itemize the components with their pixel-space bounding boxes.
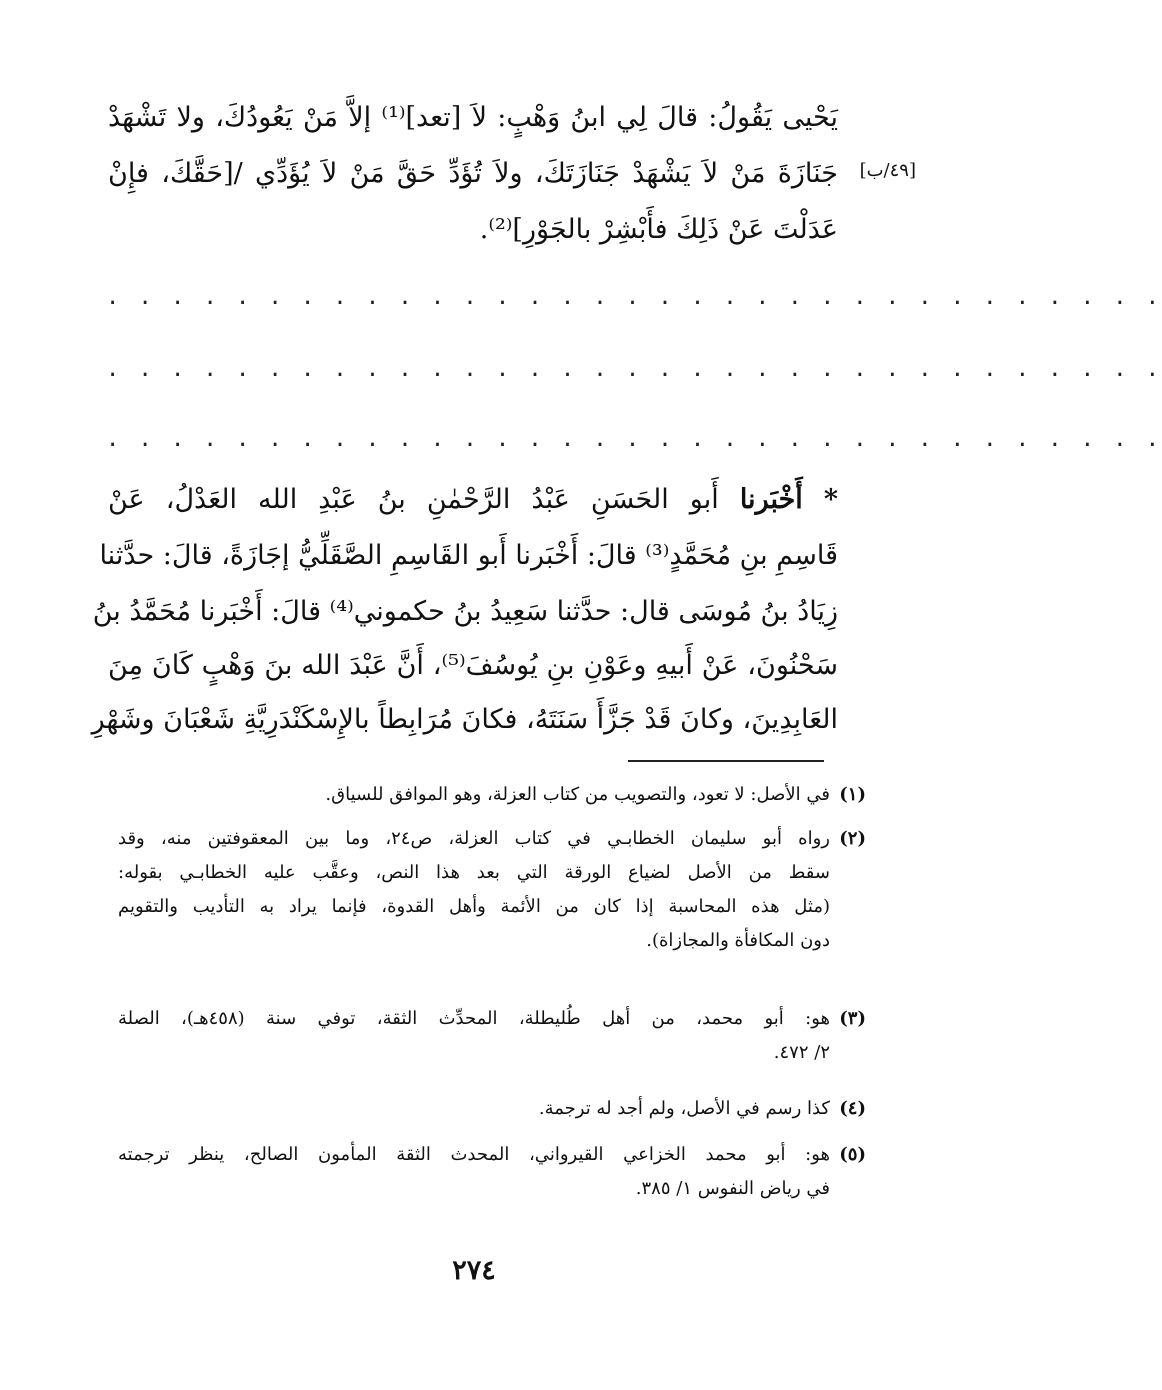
footnote-line: في الأصل: لا تعود، والتصويب من كتاب العزلة، وهو الموافق للسياق. [325,784,830,805]
footnote-number: (١) [839,784,866,805]
footnote-number: (٢) [839,828,866,849]
footnote-number: (٣) [839,1008,866,1029]
footnote-4 [118,1092,866,1126]
footnote-line: رواه أبو سليمان الخطابـي في كتاب العزلة، ص٢٤، وما بين المعقوفتين منه، وقد [118,828,830,849]
footnote-line: ٢/ ٤٧٢. [773,1042,830,1063]
footnote-line: في رياض النفوس ١/ ٣٨٥. [635,1178,830,1199]
lacuna-dotted-line: . . . . . . . . . . . . . . . . . . . . . . . . . . . . . . . . . [106,357,1162,382]
footnote-2 [118,822,866,958]
footnote-line: هو: أبو محمد، من أهل طُليطلة، المحدِّث الثقة، توفي سنة (٤٥٨هـ)، الصلة [118,1008,830,1029]
footnote-number: (٥) [839,1144,866,1165]
isnad-lead-word: أَخْبَرنا [739,484,803,515]
footnote-3 [118,1002,866,1070]
lacuna-dotted-line: . . . . . . . . . . . . . . . . . . . . . . . . . . . . . . . . . [106,285,1162,310]
text-line: قَاسِمِ بنِ مُحَمَّدٍ⁽³⁾ قالَ: أَخْبَرنا أَبو القَاسِمِ الصَّقَلِّيُّ إجَازَةً، قالَ: حدَّثنا [99,540,838,571]
footnote-1 [118,778,866,812]
text-line [108,480,838,520]
footnote-line: هو: أبو محمد الخزاعي القيرواني، المحدث الثقة المأمون الصالح، ينظر ترجمته [118,1144,831,1165]
footnote-5 [118,1138,866,1206]
page-number: ٢٧٤ [452,1255,496,1286]
footnote-separator [628,760,824,762]
text-line: عَدَلْتَ عَنْ ذَلِكَ فأَبْشِرْ بالجَوْرِ]⁽²⁾. [479,214,838,245]
text-span: أَبو الحَسَنِ عَبْدُ الرَّحْمٰنِ بنُ عَبْدِ الله العَدْلُ، عَنْ [108,484,719,515]
text-line: العَابِدِينَ، وكانَ قَدْ جَزَّأَ سَنَتَهُ، فكانَ مُرَابِطاً بالإِسْكَنْدَرِيَّةِ شَعْبَانَ وشَهْرِ [91,704,838,735]
text-line: سَحْنُونَ، عَنْ أَبيهِ وعَوْنِ بنِ يُوسُفَ⁽⁵⁾، أَنَّ عَبْدَ الله بنَ وَهْبٍ كَانَ مِنَ [108,650,838,681]
footnote-number: (٤) [839,1098,866,1119]
footnote-line: (مثل هذه المحاسبة إذا كان من الأئمة وأهل القدوة، فإنما يراد به التأديب والتقويم [118,896,830,917]
text-line: جَنَازَةَ مَنْ لاَ يَشْهَدْ جَنَازَتَكَ، ولاَ تُؤَدِّ حَقَّ مَنْ لاَ يُؤَدِّي /[حَقَّكَ، فإِنْ [108,158,838,189]
manuscript-folio-marker: [٤٩/ب] [859,160,916,181]
footnote-line: دون المكافأة والمجازاة). [646,930,830,951]
text-line: يَحْيى يَقُولُ: قالَ لِي ابنُ وَهْبٍ: لاَ [تعد]⁽¹⁾ إلاَّ مَنْ يَعُودُكَ، ولا تَشْهَدْ [108,102,838,133]
footnote-line: سقط من الأصل لضياع الورقة التي بعد هذا النص، وعقَّب عليه الخطابـي بقوله: [118,862,830,883]
footnote-line: كذا رسم في الأصل، ولم أجد له ترجمة. [538,1098,830,1119]
paragraph-star-marker: * [823,484,839,515]
lacuna-dotted-line: . . . . . . . . . . . . . . . . . . . . . . . . . . . . . . . . . [106,427,1162,452]
text-line: زِيَادُ بنُ مُوسَى قال: حدَّثنا سَعِيدُ بنُ حكموني⁽⁴⁾ قالَ: أَخْبَرنا مُحَمَّدُ بنُ [92,596,838,627]
